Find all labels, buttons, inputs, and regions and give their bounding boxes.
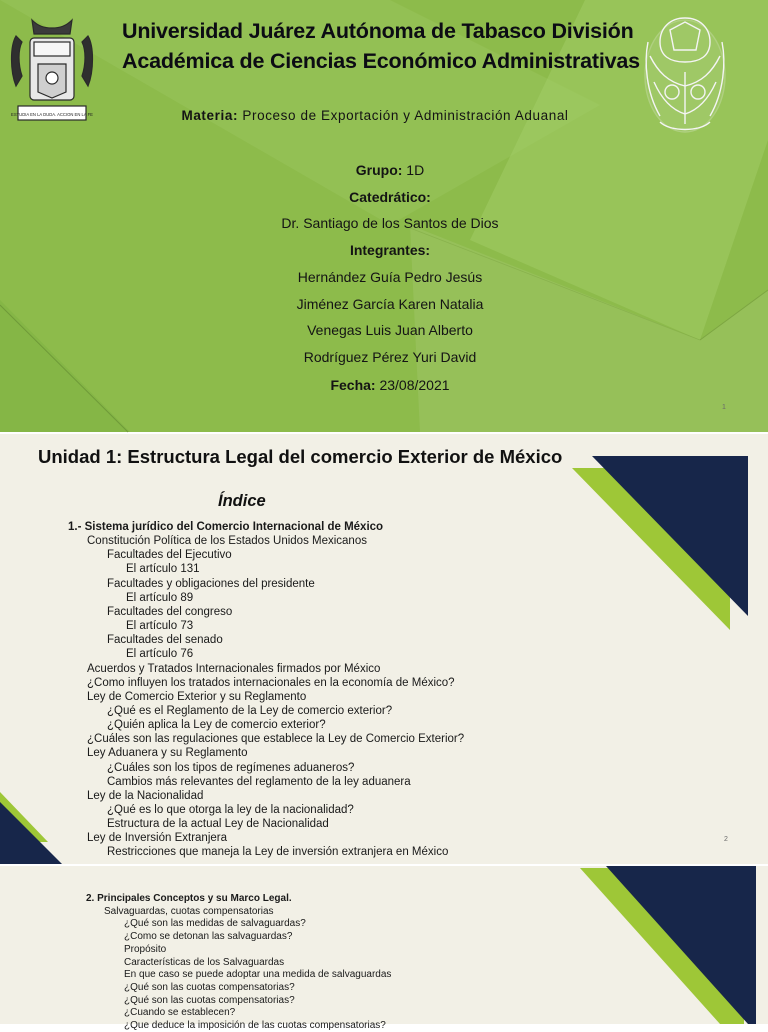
toc-item: ¿Que deduce la imposición de las cuotas compensatorias? — [124, 1020, 386, 1031]
toc-item: Ley de Comercio Exterior y su Reglamento — [87, 690, 307, 703]
toc-item: El artículo 76 — [126, 648, 194, 661]
index-heading: Índice — [218, 492, 266, 510]
toc-item: Salvaguardas, cuotas compensatorias — [104, 905, 274, 917]
catedratico-label: Catedrático: — [349, 189, 431, 205]
integrante-item: Rodríguez Pérez Yuri David — [303, 349, 477, 365]
toc-item: 1.- Sistema jurídico del Comercio Internacional de México — [68, 521, 384, 533]
toc-item: Constitución Política de los Estados Unidos Mexicanos — [87, 535, 367, 548]
navy-triangle — [606, 866, 756, 1024]
toc-item: ¿Como influyen los tratados internacionales en la economía de México? — [87, 676, 455, 689]
integrante-item: Venegas Luis Juan Alberto — [307, 322, 473, 338]
toc-item: Propósito — [124, 943, 167, 955]
integrantes-label: Integrantes: — [349, 242, 431, 258]
toc-item: ¿Cuáles son las regulaciones que establece la Ley de Comercio Exterior? — [87, 733, 465, 746]
toc-item: ¿Cuando se establecen? — [124, 1007, 236, 1019]
catedratico-name: Dr. Santiago de los Santos de Dios — [281, 215, 499, 231]
integrante-item: Jiménez García Karen Natalia — [296, 296, 484, 312]
toc-item: Facultades del congreso — [107, 605, 233, 618]
page-number: 2 — [724, 836, 728, 843]
toc-item: 2. Principales Conceptos y su Marco Legal. — [86, 893, 292, 904]
toc-item: Características de los Salvaguardas — [124, 956, 285, 968]
toc-item: ¿Qué es lo que otorga la ley de la nacionalidad? — [107, 804, 354, 816]
division-seal-logo — [640, 12, 730, 140]
grupo-value: 1D — [402, 162, 425, 178]
toc-item: El artículo 73 — [126, 620, 194, 633]
svg-text:ESTUDIA EN LA DUDA. ACCION EN: ESTUDIA EN LA DUDA. ACCION EN LA FE — [11, 112, 93, 117]
toc-item: El artículo 131 — [126, 563, 200, 576]
toc-item: Cambios más relevantes del reglamento de la ley aduanera — [107, 775, 411, 788]
index-slide-continued — [0, 866, 768, 1031]
toc-item: ¿Como se detonan las salvaguardas? — [124, 931, 293, 943]
title-slide — [0, 0, 768, 432]
toc-item: ¿Qué son las medidas de salvaguardas? — [124, 918, 306, 930]
fecha-label: Fecha: — [330, 377, 376, 393]
slide3-decoration — [0, 866, 768, 1024]
index-slide — [0, 434, 768, 864]
toc-item: ¿Quién aplica la Ley de comercio exterior? — [107, 719, 326, 732]
materia-line — [175, 102, 575, 130]
materia-label: Materia: — [181, 108, 239, 123]
toc-item: El artículo 89 — [126, 591, 194, 604]
grupo-label: Grupo: — [355, 162, 403, 178]
toc-item: Restricciones que maneja la Ley de inversión extranjera en México — [107, 846, 449, 859]
toc-item: ¿Cuáles son los tipos de regímenes aduaneros? — [107, 761, 355, 774]
toc-item: Acuerdos y Tratados Internacionales firmados por México — [87, 662, 381, 675]
toc-item: ¿Qué es el Reglamento de la Ley de comercio exterior? — [107, 704, 393, 717]
toc-item: Ley de Inversión Extranjera — [87, 832, 227, 845]
fecha-value: 23/08/2021 — [375, 377, 450, 393]
fecha-line — [130, 377, 650, 393]
toc-item: Facultades del senado — [107, 634, 223, 647]
toc-item: Estructura de la actual Ley de Nacionalidad — [107, 818, 329, 831]
toc-item: Ley Aduanera y su Reglamento — [87, 747, 248, 760]
toc-item: Facultades del Ejecutivo — [107, 549, 232, 562]
materia-value: Proceso de Exportación y Administración Aduanal — [238, 108, 569, 123]
toc-item: ¿Qué son las cuotas compensatorias? — [124, 981, 295, 993]
toc-item: ¿Qué son las cuotas compensatorias? — [124, 994, 295, 1006]
integrante-item: Hernández Guía Pedro Jesús — [297, 269, 483, 285]
toc-item: Facultades y obligaciones del presidente — [107, 577, 315, 590]
toc-item: Ley de la Nacionalidad — [87, 789, 204, 802]
toc-item: En que caso se puede adoptar una medida de salvaguardas — [124, 969, 392, 981]
university-crest-logo — [8, 16, 96, 134]
grupo-line — [130, 162, 650, 178]
university-title: Universidad Juárez Autónoma de Tabasco División Académica de Ciencias Económico Administrativas — [122, 19, 640, 73]
unit-title: Unidad 1: Estructura Legal del comercio Exterior de México — [38, 446, 563, 467]
page-number: 1 — [722, 404, 726, 411]
